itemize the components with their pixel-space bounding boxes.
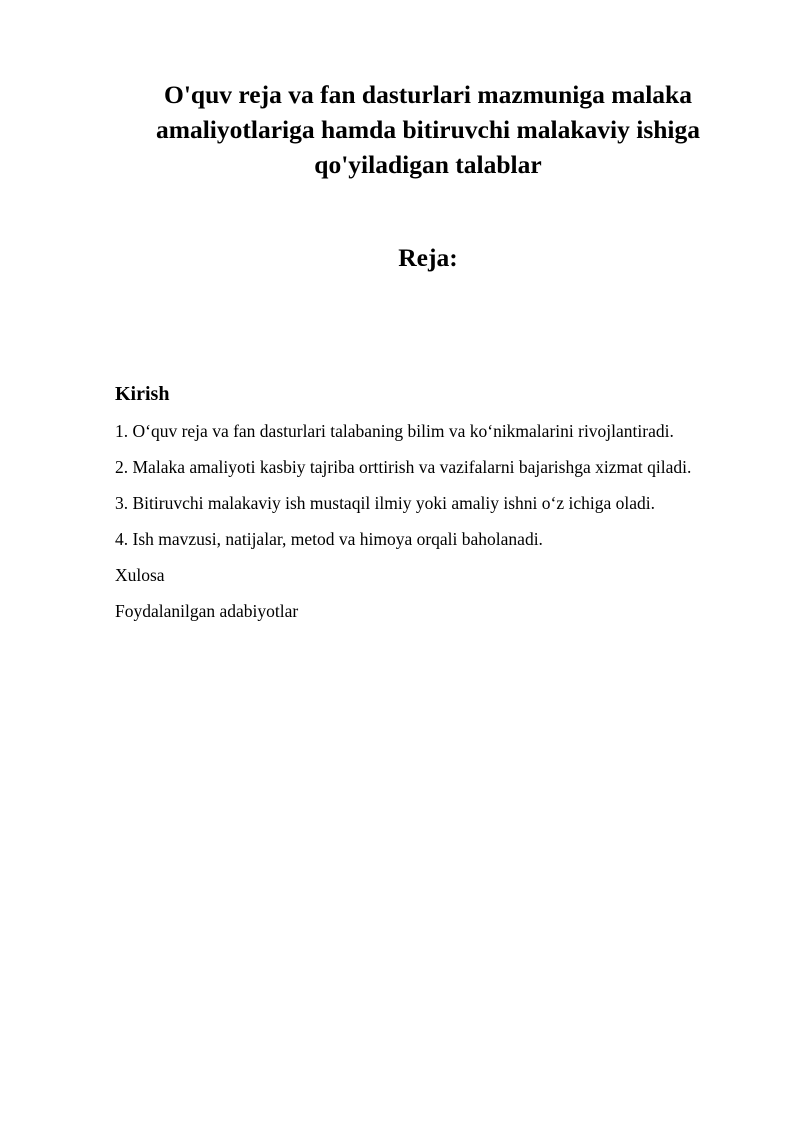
- plan-heading: Reja:: [398, 243, 458, 272]
- plan-item-3: 3. Bitiruvchi malakaviy ish mustaqil ilmiy yoki amaliy ishni o‘z ichiga oladi.: [115, 493, 655, 513]
- plan-list: [115, 376, 775, 629]
- plan-item-intro: Kirish: [115, 383, 170, 405]
- plan-item-conclusion: Xulosa: [115, 565, 165, 585]
- plan-item-1: 1. O‘quv reja va fan dasturlari talabaning bilim va ko‘nikmalarini rivojlantiradi.: [115, 421, 674, 441]
- plan-item-2: 2. Malaka amaliyoti kasbiy tajriba orttirish va vazifalarni bajarishga xizmat qiladi.: [115, 457, 692, 477]
- document-title: O'quv reja va fan dasturlari mazmuniga malaka amaliyotlariga hamda bitiruvchi malakaviy ishiga qo'yiladigan talablar: [155, 80, 701, 179]
- plan-item-4: 4. Ish mavzusi, natijalar, metod va himoya orqali baholanadi.: [115, 529, 543, 549]
- plan-item-references: Foydalanilgan adabiyotlar: [115, 601, 299, 621]
